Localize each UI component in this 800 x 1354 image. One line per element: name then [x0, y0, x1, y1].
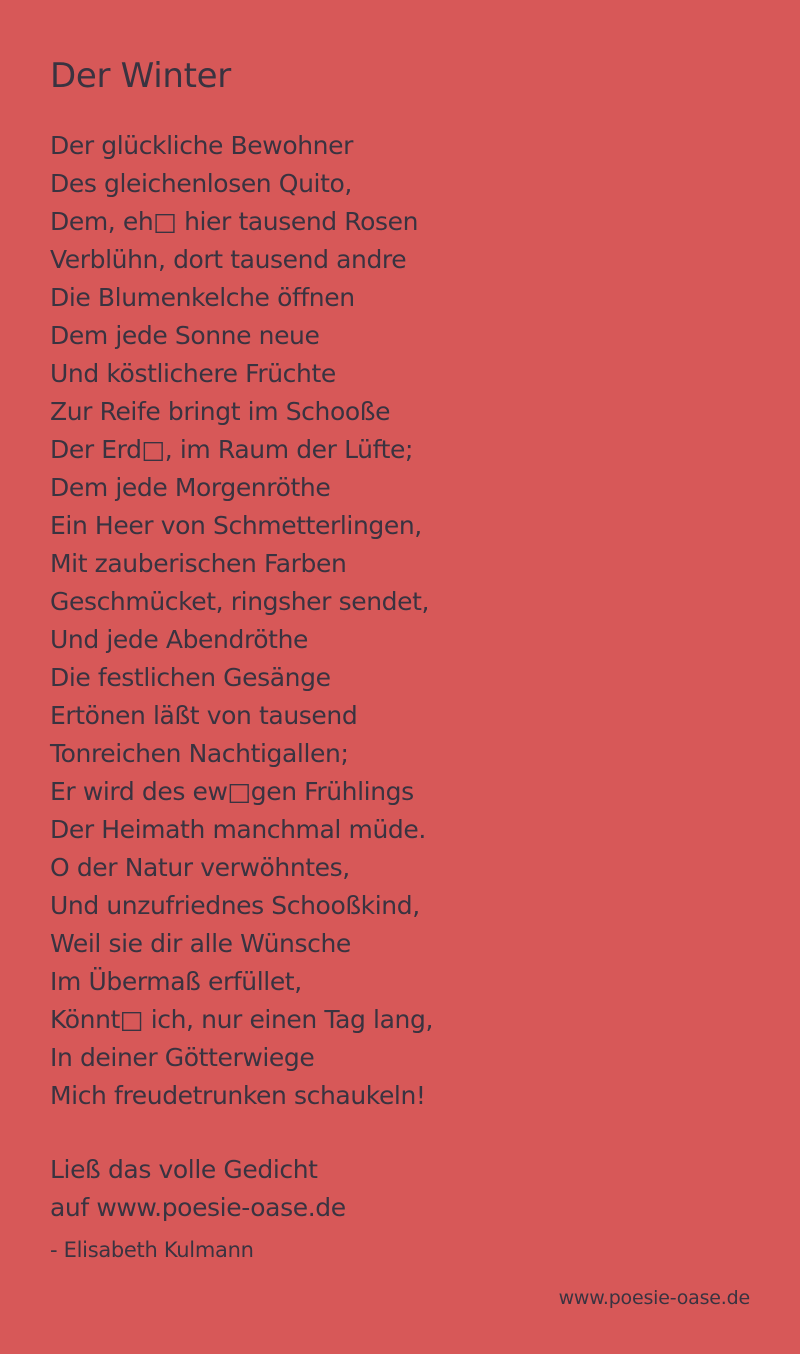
poem-lines	[50, 127, 750, 1115]
poem-line: Und jede Abendröthe	[50, 625, 309, 654]
poem-line: O der Natur verwöhntes,	[50, 853, 350, 882]
read-more-note	[50, 1151, 750, 1227]
poem-line: Tonreichen Nachtigallen;	[50, 739, 349, 768]
poem-line: Im Übermaß erfüllet,	[50, 967, 302, 996]
poem-line: Und köstlichere Früchte	[50, 359, 336, 388]
poem-line: Verblühn, dort tausend andre	[50, 245, 407, 274]
poem-line: Er wird des ew□gen Frühlings	[50, 777, 414, 806]
poem-line: Dem, eh□ hier tausend Rosen	[50, 207, 419, 236]
poem-title: Der Winter	[50, 56, 231, 96]
read-more-line-2: auf www.poesie-oase.de	[50, 1193, 346, 1222]
poem-line: Der Heimath manchmal müde.	[50, 815, 426, 844]
poem-line: Dem jede Sonne neue	[50, 321, 320, 350]
poem-line: Mit zauberischen Farben	[50, 549, 347, 578]
poem-line: In deiner Götterwiege	[50, 1043, 315, 1072]
poem-line: Mich freudetrunken schaukeln!	[50, 1081, 426, 1110]
poem-line: Dem jede Morgenröthe	[50, 473, 331, 502]
poem-line: Der Erd□, im Raum der Lüfte;	[50, 435, 413, 464]
poem-line: Zur Reife bringt im Schooße	[50, 397, 391, 426]
poem-card	[50, 52, 750, 1265]
poem-line: Des gleichenlosen Quito,	[50, 169, 352, 198]
poem-line: Die festlichen Gesänge	[50, 663, 331, 692]
website-footer: www.poesie-oase.de	[558, 1287, 750, 1309]
poem-line: Und unzufriednes Schooßkind,	[50, 891, 420, 920]
poem-line: Weil sie dir alle Wünsche	[50, 929, 351, 958]
poem-line: Der glückliche Bewohner	[50, 131, 353, 160]
poem-line: Ertönen läßt von tausend	[50, 701, 358, 730]
read-more-line-1: Ließ das volle Gedicht	[50, 1155, 318, 1184]
poem-author: - Elisabeth Kulmann	[50, 1238, 254, 1262]
poem-line: Ein Heer von Schmetterlingen,	[50, 511, 422, 540]
poem-line: Geschmücket, ringsher sendet,	[50, 587, 430, 616]
poem-line: Könnt□ ich, nur einen Tag lang,	[50, 1005, 433, 1034]
poem-line: Die Blumenkelche öffnen	[50, 283, 355, 312]
